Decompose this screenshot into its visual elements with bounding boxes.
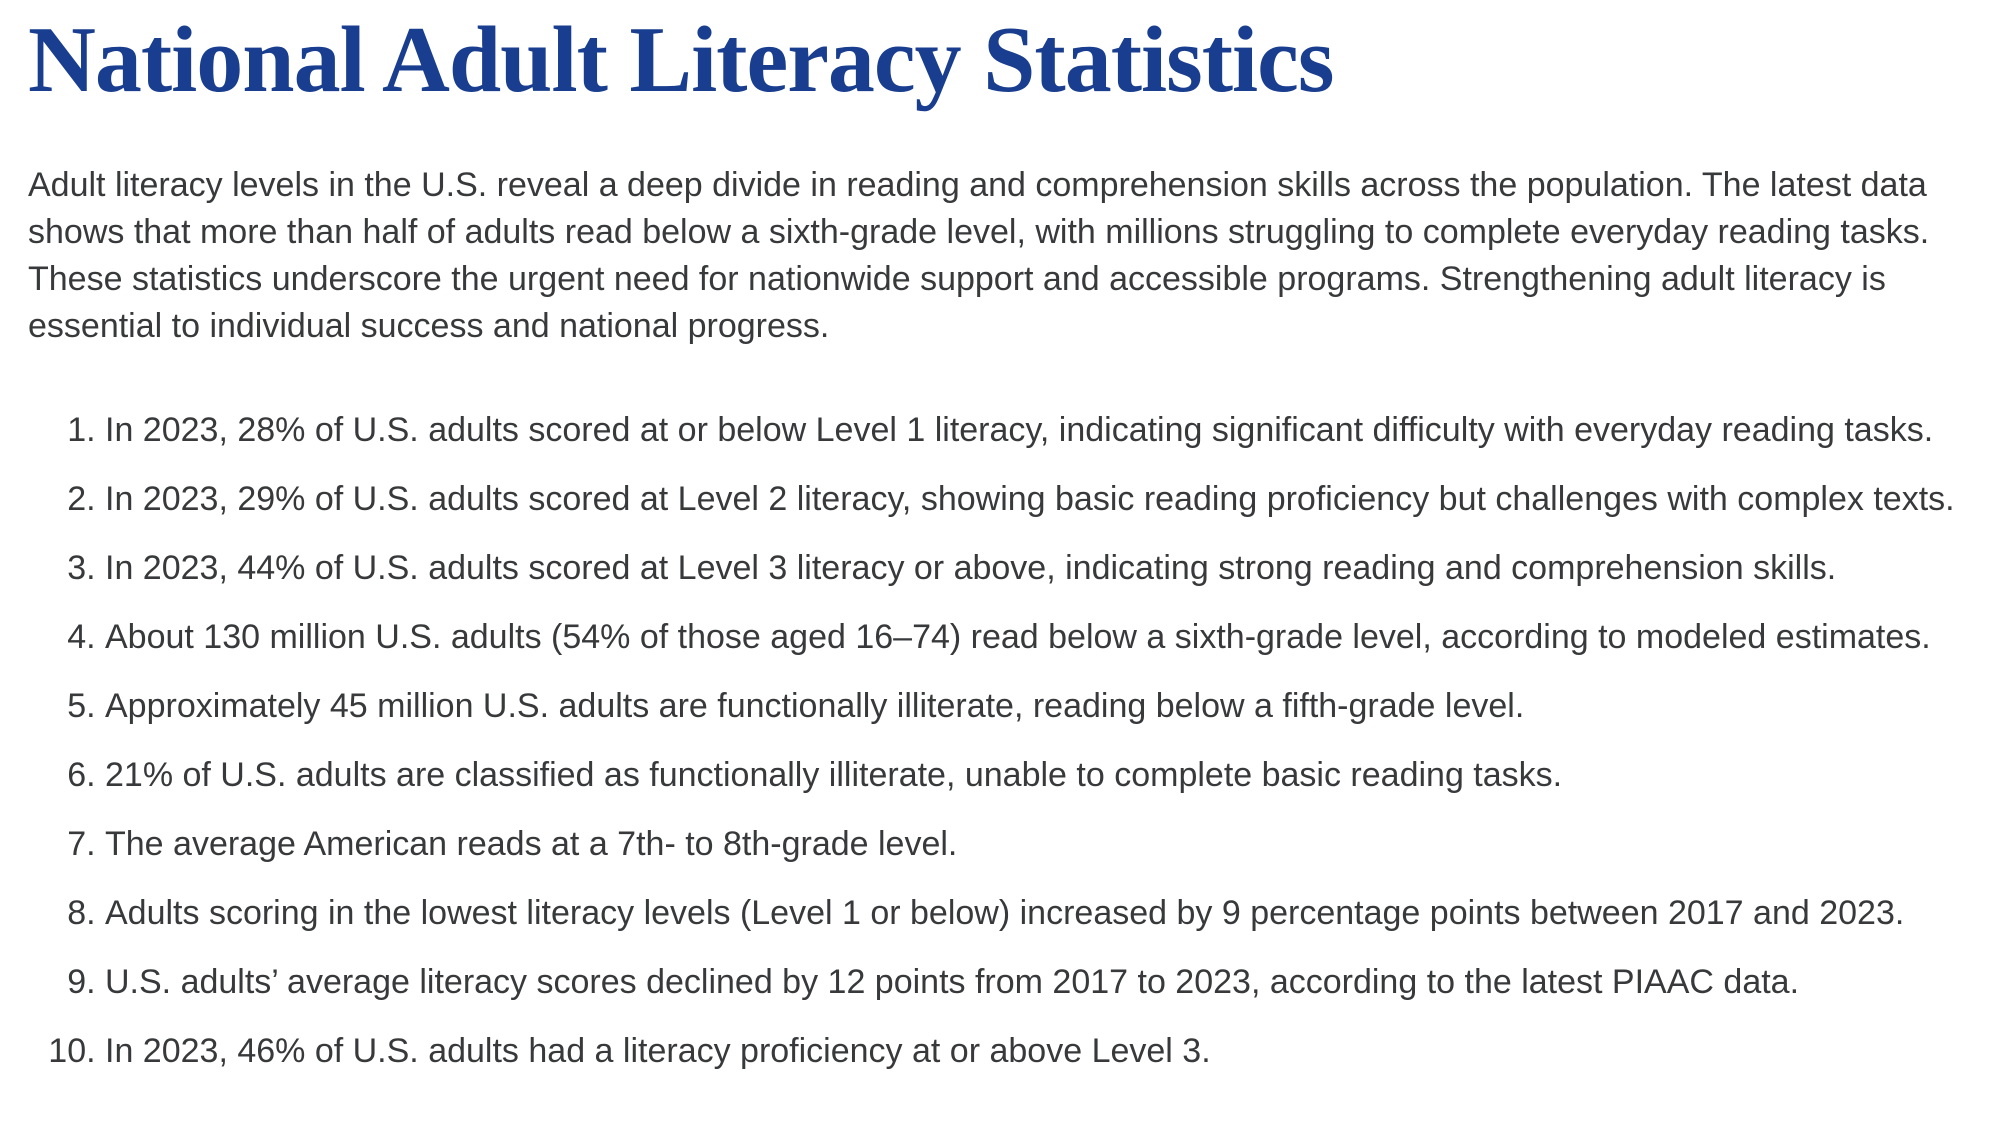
list-item: 2. In 2023, 29% of U.S. adults scored at Level 2 literacy, showing basic reading proficiency but challenges with complex texts. (105, 476, 1972, 523)
intro-paragraph: Adult literacy levels in the U.S. reveal a deep divide in reading and comprehension skills across the population. The latest data shows that more than half of adults read below a sixth-grade level, with millions struggling to complete everyday reading tasks. These statistics underscore the urgent need for nationwide support and accessible programs. Strengthening adult literacy is essential to individual success and national progress. (28, 165, 1930, 345)
list-item: 1. In 2023, 28% of U.S. adults scored at or below Level 1 literacy, indicating significant difficulty with everyday reading tasks. (105, 407, 1972, 454)
list-item: 5. Approximately 45 million U.S. adults are functionally illiterate, reading below a fifth-grade level. (105, 683, 1972, 730)
list-item: 6. 21% of U.S. adults are classified as functionally illiterate, unable to complete basic reading tasks. (105, 752, 1972, 799)
page-title: National Adult Literacy Statistics (28, 8, 1334, 112)
list-item: 3. In 2023, 44% of U.S. adults scored at Level 3 literacy or above, indicating strong reading and comprehension skills. (105, 545, 1972, 592)
list-item: 10. In 2023, 46% of U.S. adults had a literacy proficiency at or above Level 3. (105, 1028, 1972, 1075)
list-item: 4. About 130 million U.S. adults (54% of those aged 16–74) read below a sixth-grade level, according to modeled estimates. (105, 614, 1972, 661)
list-item: 8. Adults scoring in the lowest literacy levels (Level 1 or below) increased by 9 percentage points between 2017 and 2023. (105, 890, 1972, 937)
list-item: 7. The average American reads at a 7th- to 8th-grade level. (105, 821, 1972, 868)
statistics-list (28, 407, 1972, 1075)
list-item: 9. U.S. adults’ average literacy scores declined by 12 points from 2017 to 2023, according to the latest PIAAC data. (105, 959, 1972, 1006)
